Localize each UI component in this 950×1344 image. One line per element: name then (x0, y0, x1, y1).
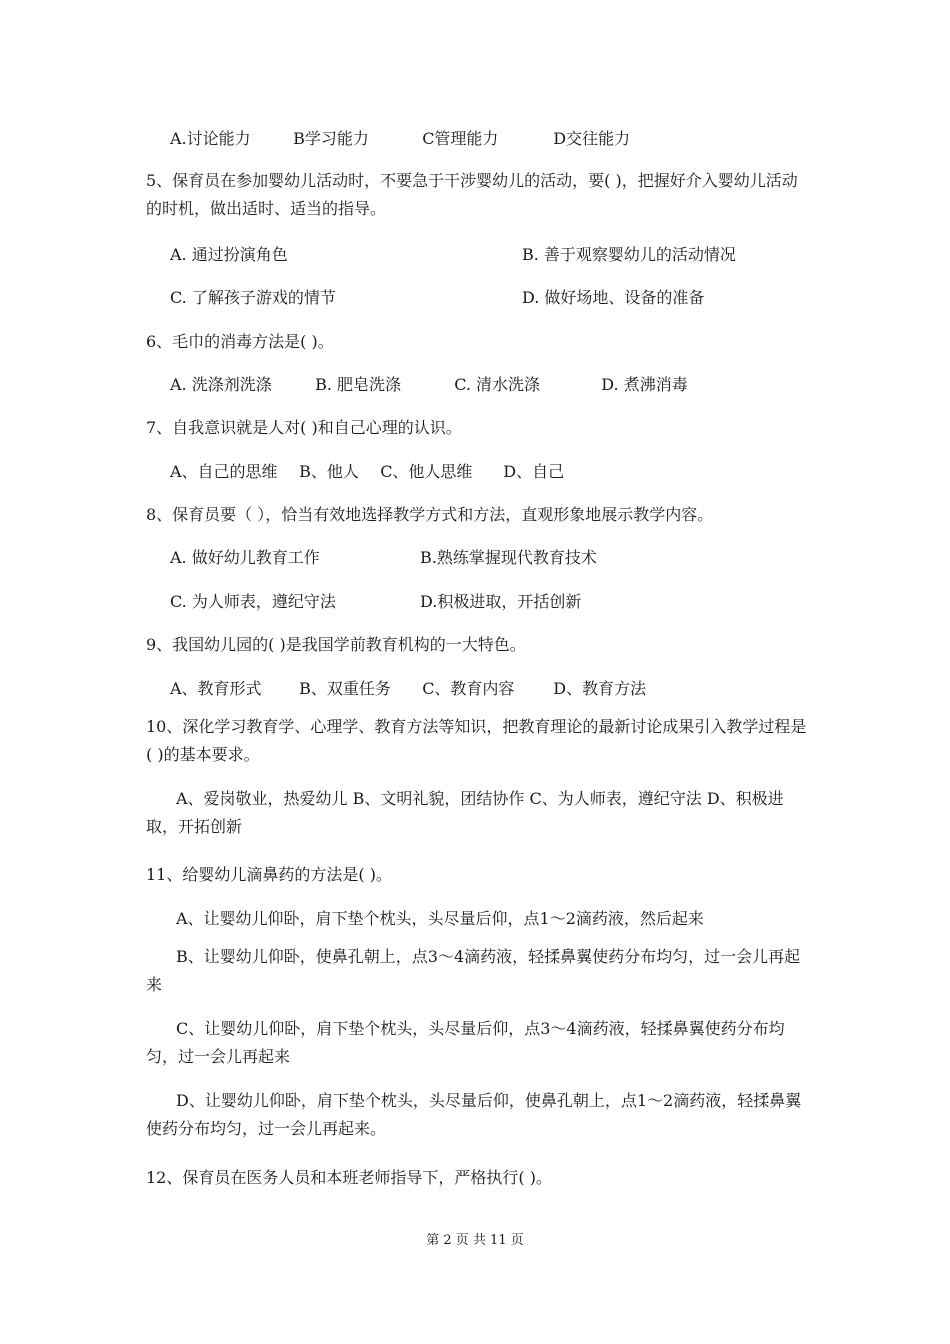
q4-option-d: D交往能力 (553, 129, 631, 148)
q8-stem: 8、保育员要（ ），恰当有效地选择教学方式和方法，直观形象地展示教学内容。 (146, 505, 714, 524)
q9-option-c: C、教育内容 (422, 679, 515, 698)
q7-stem: 7、自我意识就是人对( )和自己心理的认识。 (146, 418, 462, 437)
q9-option-d: D、教育方法 (553, 679, 647, 698)
q7-options (170, 459, 564, 482)
q4-options (170, 126, 630, 149)
page-number: 第 2 页 共 11 页 (426, 1233, 524, 1248)
q11-stem: 11、给婴幼儿滴鼻药的方法是( )。 (146, 865, 392, 884)
q5-option-b: B. 善于观察婴幼儿的活动情况 (522, 245, 736, 264)
q4-option-a: A.讨论能力 (170, 129, 251, 148)
q8-option-a: A. 做好幼儿教育工作 (170, 548, 320, 567)
q7-option-c: C、他人思维 (380, 462, 473, 481)
q10-stem: 10、深化学习教育学、心理学、教育方法等知识，把教育理论的最新讨论成果引入教学过程是( )的基本要求。 (146, 717, 807, 764)
q9-stem: 9、我国幼儿园的( )是我国学前教育机构的一大特色。 (146, 635, 526, 654)
q5-option-a: A. 通过扮演角色 (170, 245, 288, 264)
q6-option-b: B. 肥皂洗涤 (315, 375, 402, 394)
q5-option-c: C. 了解孩子游戏的情节 (170, 288, 336, 307)
q6-option-d: D. 煮沸消毒 (601, 375, 688, 394)
q7-option-b: B、他人 (299, 462, 359, 481)
q4-option-b: B学习能力 (293, 129, 369, 148)
q9-option-a: A、教育形式 (170, 679, 262, 698)
q6-option-a: A. 洗涤剂洗涤 (170, 375, 272, 394)
q4-option-c: C管理能力 (422, 129, 499, 148)
q12-stem: 12、保育员在医务人员和本班老师指导下，严格执行( )。 (146, 1168, 552, 1187)
q5-option-d: D. 做好场地、设备的准备 (522, 288, 705, 307)
q7-option-a: A、自己的思维 (170, 462, 278, 481)
q6-stem: 6、毛巾的消毒方法是( )。 (146, 332, 334, 351)
q7-option-d: D、自己 (503, 462, 565, 481)
q9-options (170, 676, 646, 699)
q6-option-c: C. 清水洗涤 (454, 375, 541, 394)
q10-options: A、爱岗敬业，热爱幼儿 B、文明礼貌，团结协作 C、为人师表，遵纪守法 D、积极进取，开拓创新 (146, 789, 784, 836)
q8-option-b: B.熟练掌握现代教育技术 (420, 548, 597, 567)
q11-option-c: C、让婴幼儿仰卧，肩下垫个枕头，头尽量后仰，点3～4滴药液，轻揉鼻翼使药分布均匀，过一会儿再起来 (146, 1019, 785, 1066)
q11-option-a: A、让婴幼儿仰卧，肩下垫个枕头，头尽量后仰，点1～2滴药液，然后起来 (176, 909, 704, 928)
q8-option-d: D.积极进取，开括创新 (420, 592, 582, 611)
q5-stem: 5、保育员在参加婴幼儿活动时，不要急于干涉婴幼儿的活动，要( )，把握好介入婴幼儿活动的时机，做出适时、适当的指导。 (146, 171, 798, 218)
q9-option-b: B、双重任务 (299, 679, 391, 698)
q8-option-c: C. 为人师表，遵纪守法 (170, 592, 336, 611)
q6-options (170, 372, 688, 395)
q11-option-d: D、让婴幼儿仰卧，肩下垫个枕头，头尽量后仰，使鼻孔朝上，点1～2滴药液，轻揉鼻翼使药分布均匀，过一会儿再起来。 (146, 1091, 802, 1138)
q11-option-b: B、让婴幼儿仰卧，使鼻孔朝上，点3～4滴药液，轻揉鼻翼使药分布均匀，过一会儿再起来 (146, 947, 801, 994)
